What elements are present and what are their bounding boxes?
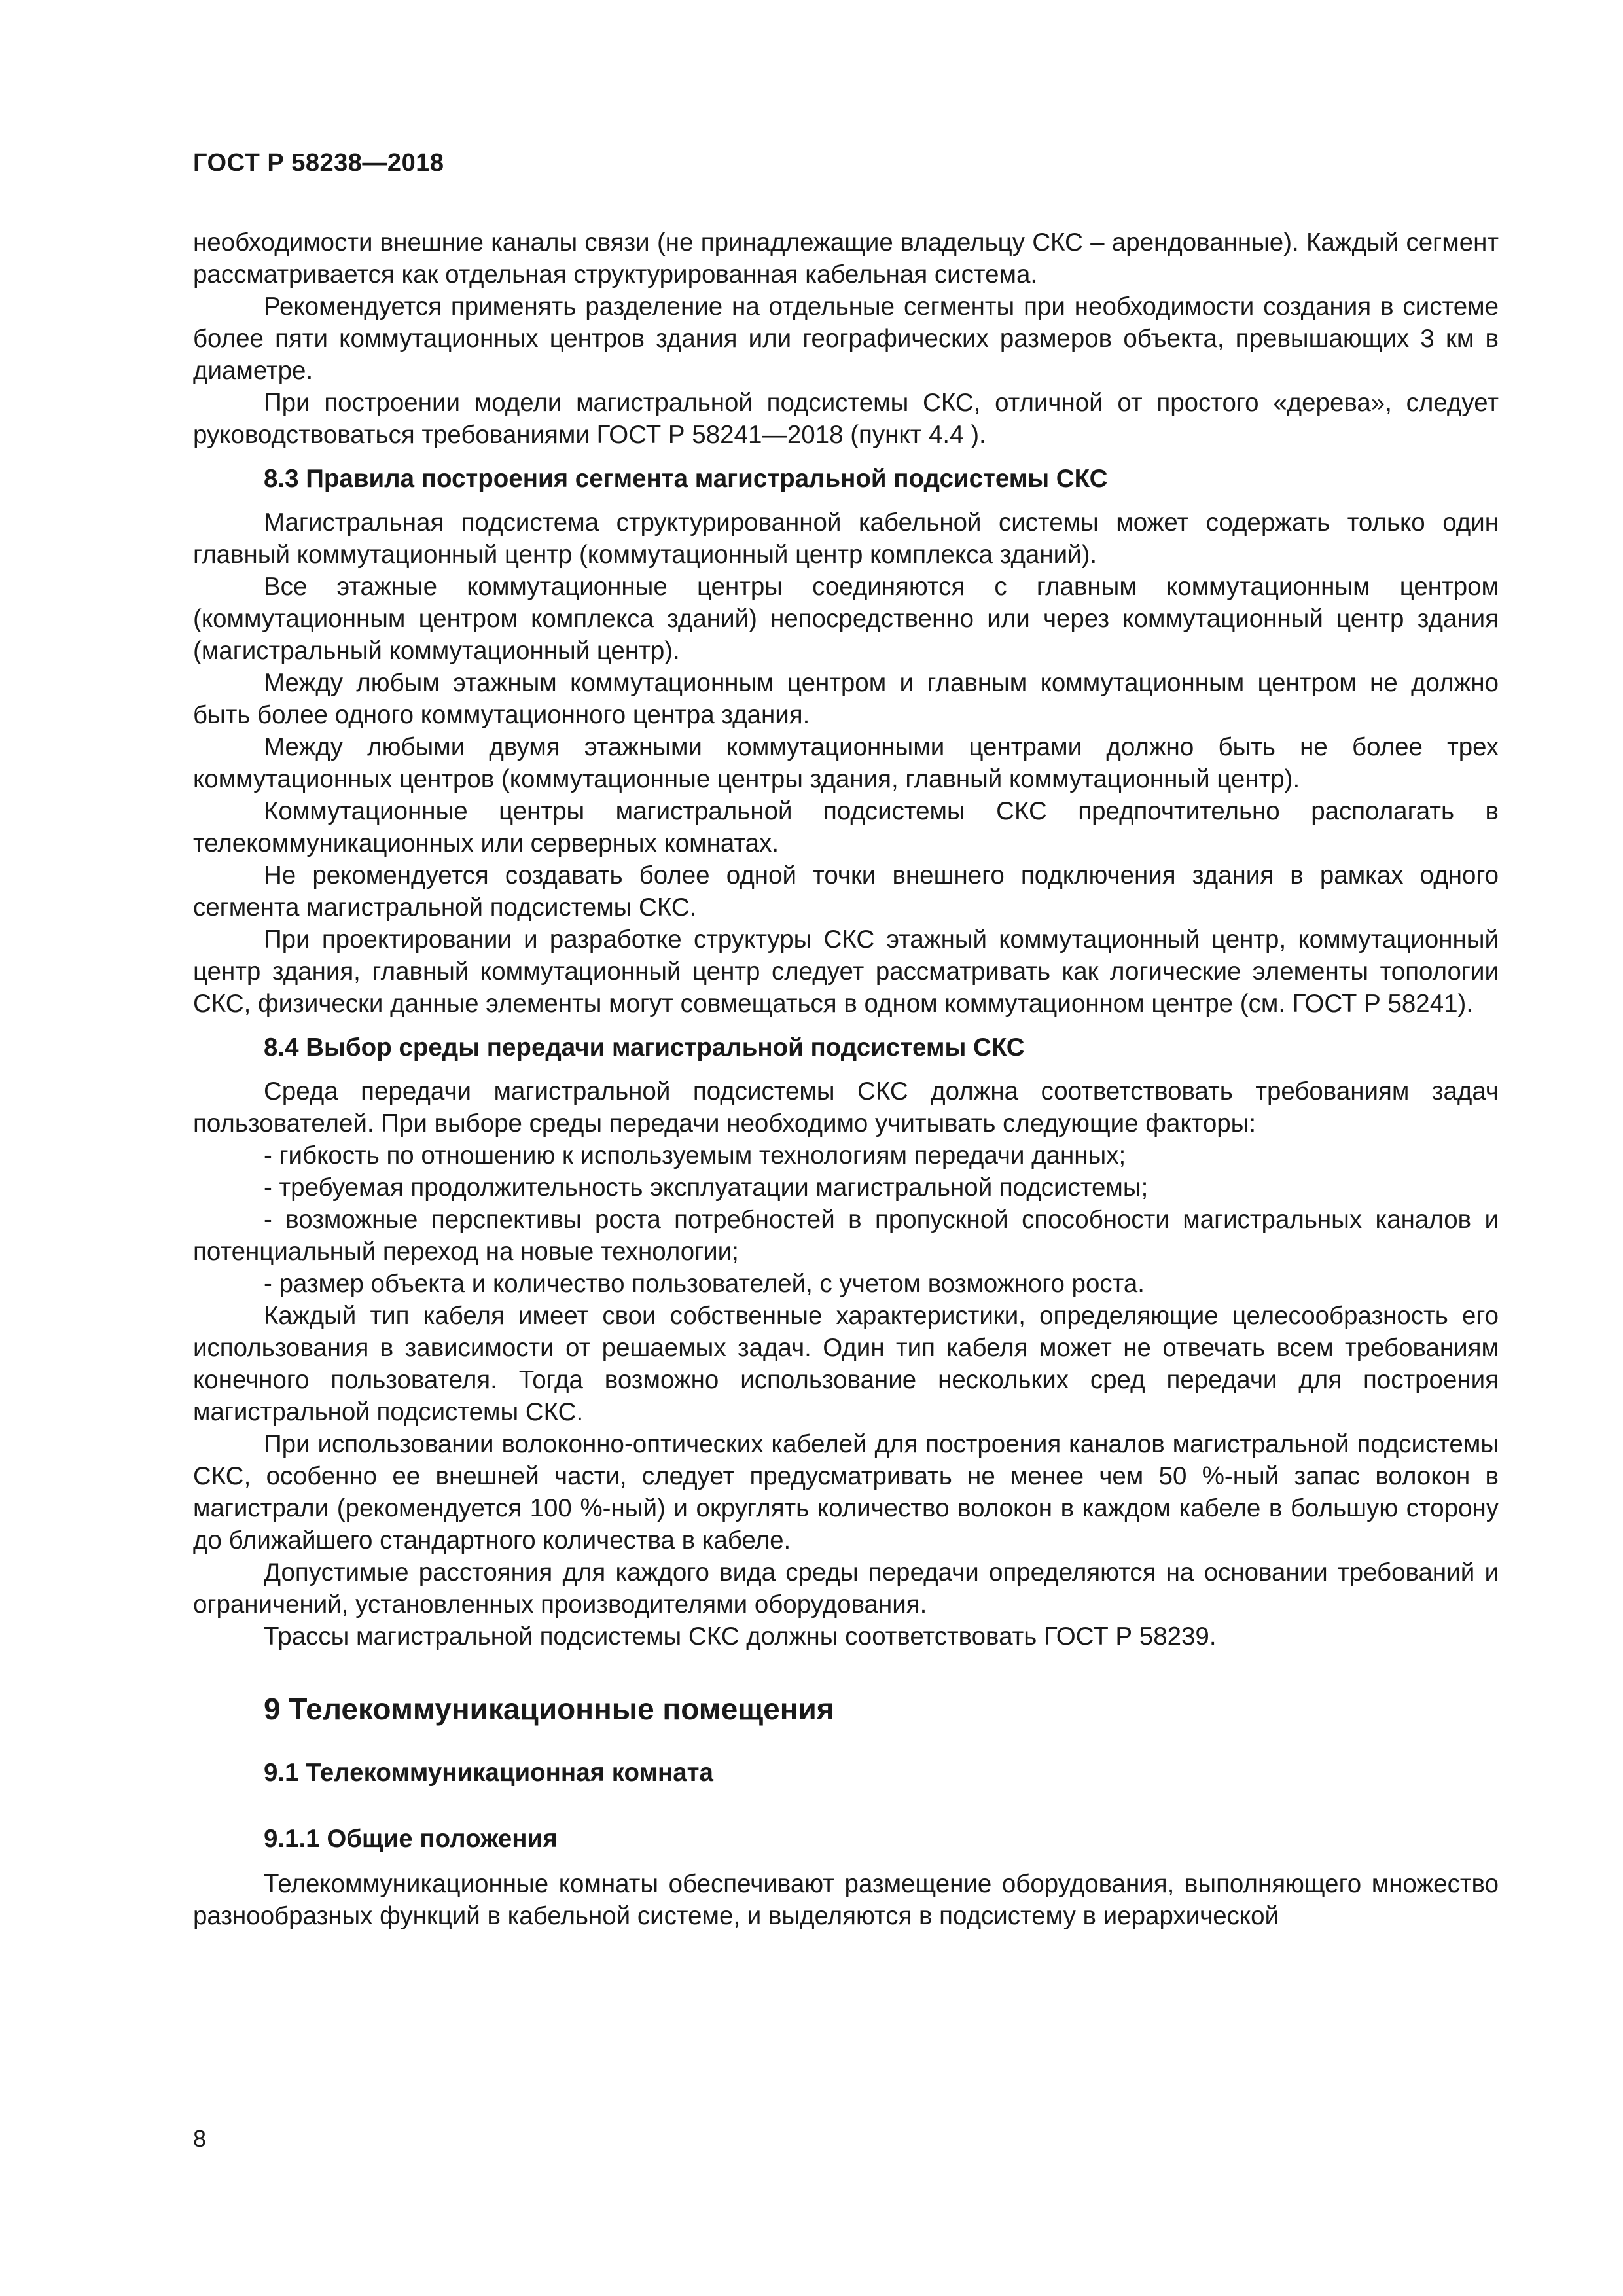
list-item: - гибкость по отношению к используемым технологиям передачи данных; bbox=[264, 1141, 1126, 1170]
subsection-heading-9-1: 9.1 Телекоммуникационная комната bbox=[264, 1759, 713, 1787]
document-header-code: ГОСТ Р 58238—2018 bbox=[193, 149, 444, 177]
paragraph: Рекомендуется применять разделение на отдельные сегменты при необходимости создания в системе более пяти коммутационных центров здания или географических размеров объекта, превышающих 3 км в диаметре. bbox=[193, 293, 1499, 385]
paragraph: Телекоммуникационные комнаты обеспечивают размещение оборудования, выполняющего множество разнообразных функций в кабельной системе, и выделяются в подсистему в иерархической bbox=[193, 1870, 1499, 1930]
list-item: - размер объекта и количество пользователей, с учетом возможного роста. bbox=[264, 1270, 1145, 1298]
section-heading-8-4: 8.4 Выбор среды передачи магистральной подсистемы СКС bbox=[264, 1033, 1025, 1062]
subsection-heading-9-1-1: 9.1.1 Общие положения bbox=[264, 1825, 558, 1853]
list-item: - возможные перспективы роста потребностей в пропускной способности магистральных каналов и потенциальный переход на новые технологии; bbox=[193, 1206, 1499, 1266]
paragraph: Не рекомендуется создавать более одной точки внешнего подключения здания в рамках одного сегмента магистральной подсистемы СКС. bbox=[193, 861, 1499, 922]
paragraph: Допустимые расстояния для каждого вида среды передачи определяются на основании требований и ограничений, установленных производителями оборудования. bbox=[193, 1558, 1499, 1619]
paragraph: Трассы магистральной подсистемы СКС должны соответствовать ГОСТ Р 58239. bbox=[264, 1623, 1217, 1651]
paragraph: Магистральная подсистема структурированной кабельной системы может содержать только один главный коммутационный центр (коммутационный центр комплекса зданий). bbox=[193, 509, 1499, 569]
paragraph: При проектировании и разработке структуры СКС этажный коммутационный центр, коммутационный центр здания, главный коммутационный центр следует рассматривать как логические элементы топологии СКС, физически данные элементы могут совмещаться в одном коммутационном центре (см. ГОСТ Р 58241). bbox=[193, 925, 1499, 1018]
section-heading-9: 9 Телекоммуникационные помещения bbox=[264, 1692, 834, 1726]
paragraph: необходимости внешние каналы связи (не принадлежащие владельцу СКС – арендованные). Каждый сегмент рассматривается как отдельная структурированная кабельная система. bbox=[193, 228, 1499, 289]
paragraph: При построении модели магистральной подсистемы СКС, отличной от простого «дерева», следует руководствоваться требованиями ГОСТ Р 58241—2018 (пункт 4.4 ). bbox=[193, 389, 1499, 449]
paragraph: Каждый тип кабеля имеет свои собственные характеристики, определяющие целесообразность его использования в зависимости от решаемых задач. Один тип кабеля может не отвечать всем требованиям конечного пользователя. Тогда возможно использование нескольких сред передачи для построения магистральной подсистемы СКС. bbox=[193, 1302, 1499, 1426]
paragraph: Между любым этажным коммутационным центром и главным коммутационным центром не должно быть более одного коммутационного центра здания. bbox=[193, 669, 1499, 729]
paragraph: Коммутационные центры магистральной подсистемы СКС предпочтительно располагать в телекоммуникационных или серверных комнатах. bbox=[193, 797, 1499, 857]
paragraph: Между любыми двумя этажными коммутационными центрами должно быть не более трех коммутационных центров (коммутационные центры здания, главный коммутационный центр). bbox=[193, 733, 1499, 793]
page-number: 8 bbox=[193, 2125, 207, 2152]
paragraph: Все этажные коммутационные центры соединяются с главным коммутационным центром (коммутационным центром комплекса зданий) непосредственно или через коммутационный центр здания (магистральный коммутационный центр). bbox=[193, 573, 1499, 665]
document-body bbox=[193, 226, 1499, 1932]
list-item: - требуемая продолжительность эксплуатации магистральной подсистемы; bbox=[264, 1174, 1149, 1202]
section-heading-8-3: 8.3 Правила построения сегмента магистральной подсистемы СКС bbox=[264, 465, 1108, 493]
paragraph: Среда передачи магистральной подсистемы СКС должна соответствовать требованиям задач пользователей. При выборе среды передачи необходимо учитывать следующие факторы: bbox=[193, 1077, 1499, 1138]
paragraph: При использовании волоконно-оптических кабелей для построения каналов магистральной подсистемы СКС, особенно ее внешней части, следует предусматривать не менее чем 50 %-ный запас волокон в магистрали (рекомендуется 100 %-ный) и округлять количество волокон в каждом кабеле в большую сторону до ближайшего стандартного количества в кабеле. bbox=[193, 1430, 1499, 1554]
